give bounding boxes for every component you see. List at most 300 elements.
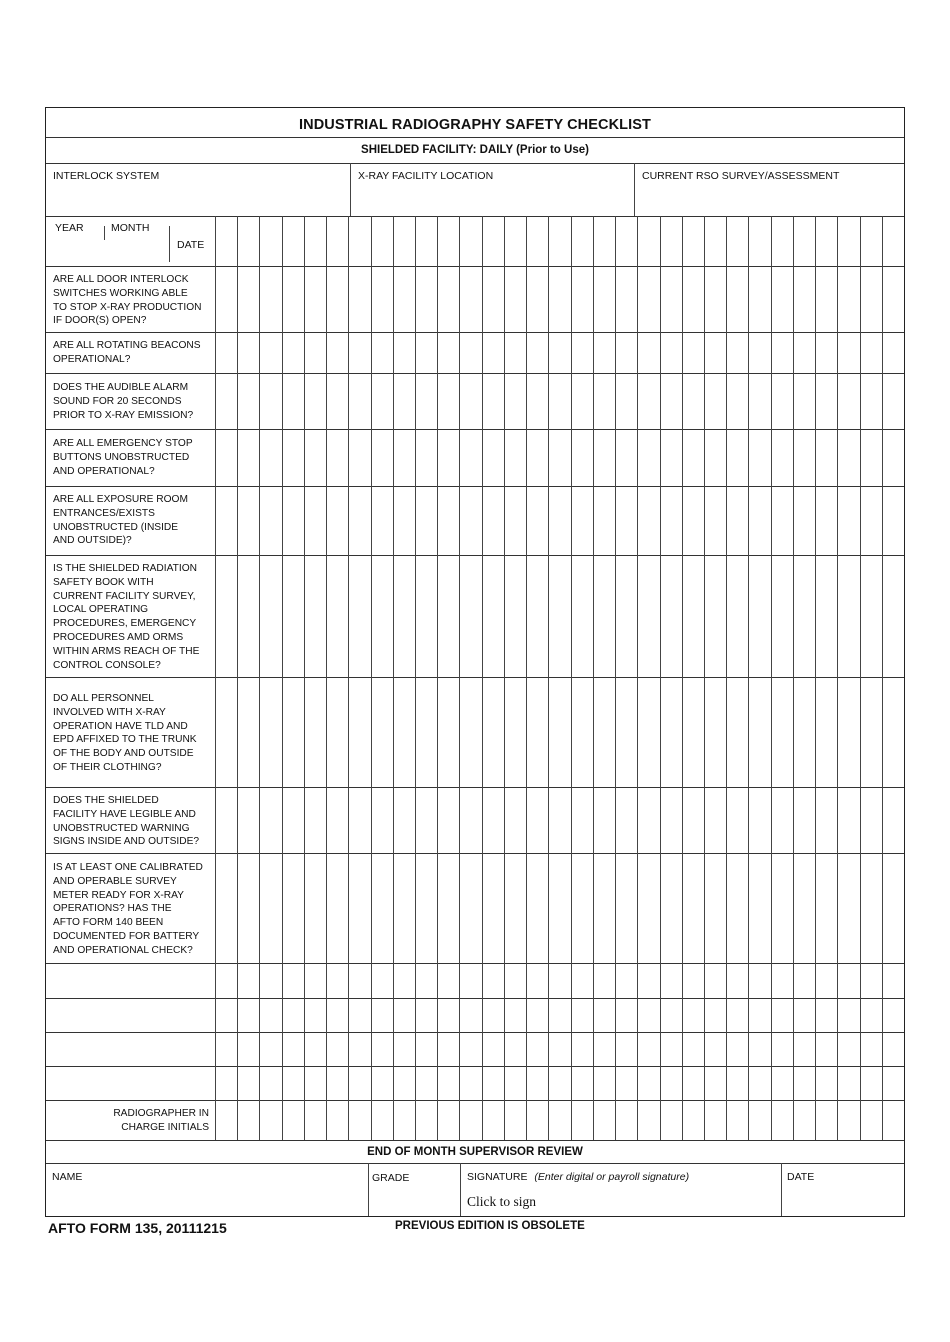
- check-cell[interactable]: [727, 487, 748, 555]
- check-cell[interactable]: [749, 430, 770, 486]
- check-cell[interactable]: [594, 1033, 615, 1066]
- check-cell[interactable]: [838, 1067, 859, 1100]
- check-cell[interactable]: [816, 430, 837, 486]
- check-cell[interactable]: [772, 267, 793, 332]
- check-cell[interactable]: [816, 999, 837, 1032]
- check-cell[interactable]: [883, 1067, 904, 1100]
- check-cell[interactable]: [238, 556, 259, 677]
- check-cell[interactable]: [861, 788, 882, 853]
- check-cell[interactable]: [260, 430, 281, 486]
- check-cell[interactable]: [705, 964, 726, 998]
- check-cell[interactable]: [483, 430, 504, 486]
- check-cell[interactable]: [638, 374, 659, 429]
- check-cell[interactable]: [816, 267, 837, 332]
- check-cell[interactable]: [861, 487, 882, 555]
- check-cell[interactable]: [372, 1033, 393, 1066]
- check-cell[interactable]: [460, 556, 481, 677]
- check-cell[interactable]: [727, 430, 748, 486]
- check-cell[interactable]: [572, 487, 593, 555]
- check-cell[interactable]: [661, 964, 682, 998]
- check-cell[interactable]: [327, 788, 348, 853]
- check-cell[interactable]: [460, 1067, 481, 1100]
- check-cell[interactable]: [305, 1067, 326, 1100]
- check-cell[interactable]: [283, 854, 304, 963]
- blank-item-field[interactable]: [46, 1033, 215, 1066]
- check-cell[interactable]: [460, 267, 481, 332]
- check-cell[interactable]: [683, 999, 704, 1032]
- check-cell[interactable]: [394, 678, 415, 787]
- check-cell[interactable]: [749, 333, 770, 373]
- check-cell[interactable]: [527, 1101, 548, 1140]
- check-cell[interactable]: [705, 1033, 726, 1066]
- check-cell[interactable]: [572, 374, 593, 429]
- check-cell[interactable]: [816, 964, 837, 998]
- check-cell[interactable]: [727, 1101, 748, 1140]
- check-cell[interactable]: [305, 999, 326, 1032]
- date-cell[interactable]: [349, 217, 370, 266]
- check-cell[interactable]: [683, 487, 704, 555]
- check-cell[interactable]: [216, 430, 237, 486]
- check-cell[interactable]: [394, 964, 415, 998]
- check-cell[interactable]: [305, 854, 326, 963]
- check-cell[interactable]: [594, 267, 615, 332]
- check-cell[interactable]: [683, 267, 704, 332]
- check-cell[interactable]: [794, 1033, 815, 1066]
- check-cell[interactable]: [861, 374, 882, 429]
- date-cell[interactable]: [861, 217, 882, 266]
- check-cell[interactable]: [772, 999, 793, 1032]
- check-cell[interactable]: [438, 267, 459, 332]
- click-to-sign-link[interactable]: Click to sign: [467, 1194, 537, 1209]
- check-cell[interactable]: [749, 374, 770, 429]
- check-cell[interactable]: [572, 854, 593, 963]
- date-cell[interactable]: [794, 217, 815, 266]
- check-cell[interactable]: [883, 1101, 904, 1140]
- check-cell[interactable]: [394, 333, 415, 373]
- check-cell[interactable]: [638, 333, 659, 373]
- check-cell[interactable]: [483, 788, 504, 853]
- check-cell[interactable]: [372, 430, 393, 486]
- check-cell[interactable]: [283, 678, 304, 787]
- check-cell[interactable]: [549, 333, 570, 373]
- check-cell[interactable]: [505, 1101, 526, 1140]
- check-cell[interactable]: [549, 430, 570, 486]
- check-cell[interactable]: [572, 1067, 593, 1100]
- review-date-field[interactable]: [782, 1164, 904, 1216]
- check-cell[interactable]: [283, 556, 304, 677]
- check-cell[interactable]: [749, 999, 770, 1032]
- check-cell[interactable]: [883, 487, 904, 555]
- check-cell[interactable]: [772, 964, 793, 998]
- check-cell[interactable]: [483, 678, 504, 787]
- check-cell[interactable]: [816, 556, 837, 677]
- check-cell[interactable]: [661, 556, 682, 677]
- check-cell[interactable]: [327, 374, 348, 429]
- check-cell[interactable]: [327, 964, 348, 998]
- check-cell[interactable]: [838, 678, 859, 787]
- check-cell[interactable]: [216, 999, 237, 1032]
- check-cell[interactable]: [505, 1067, 526, 1100]
- check-cell[interactable]: [527, 964, 548, 998]
- check-cell[interactable]: [572, 333, 593, 373]
- check-cell[interactable]: [372, 374, 393, 429]
- check-cell[interactable]: [216, 1067, 237, 1100]
- check-cell[interactable]: [260, 1067, 281, 1100]
- check-cell[interactable]: [572, 430, 593, 486]
- check-cell[interactable]: [327, 267, 348, 332]
- check-cell[interactable]: [438, 788, 459, 853]
- check-cell[interactable]: [638, 964, 659, 998]
- check-cell[interactable]: [260, 854, 281, 963]
- date-cell[interactable]: [661, 217, 682, 266]
- date-cell[interactable]: [216, 217, 237, 266]
- check-cell[interactable]: [661, 487, 682, 555]
- check-cell[interactable]: [727, 854, 748, 963]
- check-cell[interactable]: [460, 374, 481, 429]
- check-cell[interactable]: [505, 999, 526, 1032]
- check-cell[interactable]: [838, 374, 859, 429]
- check-cell[interactable]: [883, 374, 904, 429]
- check-cell[interactable]: [683, 1067, 704, 1100]
- check-cell[interactable]: [394, 788, 415, 853]
- date-cell[interactable]: [238, 217, 259, 266]
- check-cell[interactable]: [661, 678, 682, 787]
- check-cell[interactable]: [883, 267, 904, 332]
- check-cell[interactable]: [238, 267, 259, 332]
- check-cell[interactable]: [327, 430, 348, 486]
- check-cell[interactable]: [772, 854, 793, 963]
- check-cell[interactable]: [727, 1067, 748, 1100]
- check-cell[interactable]: [416, 1033, 437, 1066]
- check-cell[interactable]: [594, 333, 615, 373]
- check-cell[interactable]: [594, 678, 615, 787]
- date-cell[interactable]: [705, 217, 726, 266]
- check-cell[interactable]: [661, 788, 682, 853]
- check-cell[interactable]: [327, 678, 348, 787]
- check-cell[interactable]: [816, 788, 837, 853]
- check-cell[interactable]: [616, 1067, 637, 1100]
- check-cell[interactable]: [883, 1033, 904, 1066]
- check-cell[interactable]: [816, 1067, 837, 1100]
- check-cell[interactable]: [483, 1067, 504, 1100]
- check-cell[interactable]: [749, 964, 770, 998]
- check-cell[interactable]: [594, 999, 615, 1032]
- check-cell[interactable]: [283, 1067, 304, 1100]
- check-cell[interactable]: [305, 1101, 326, 1140]
- check-cell[interactable]: [794, 854, 815, 963]
- check-cell[interactable]: [616, 1101, 637, 1140]
- check-cell[interactable]: [594, 1067, 615, 1100]
- check-cell[interactable]: [838, 854, 859, 963]
- check-cell[interactable]: [772, 487, 793, 555]
- check-cell[interactable]: [727, 267, 748, 332]
- check-cell[interactable]: [416, 267, 437, 332]
- check-cell[interactable]: [883, 333, 904, 373]
- check-cell[interactable]: [838, 430, 859, 486]
- check-cell[interactable]: [594, 430, 615, 486]
- check-cell[interactable]: [483, 1033, 504, 1066]
- check-cell[interactable]: [861, 678, 882, 787]
- check-cell[interactable]: [727, 1033, 748, 1066]
- check-cell[interactable]: [238, 678, 259, 787]
- check-cell[interactable]: [749, 788, 770, 853]
- check-cell[interactable]: [305, 556, 326, 677]
- check-cell[interactable]: [505, 964, 526, 998]
- check-cell[interactable]: [483, 964, 504, 998]
- check-cell[interactable]: [505, 487, 526, 555]
- check-cell[interactable]: [216, 678, 237, 787]
- check-cell[interactable]: [549, 788, 570, 853]
- check-cell[interactable]: [794, 556, 815, 677]
- date-cell[interactable]: [394, 217, 415, 266]
- check-cell[interactable]: [749, 678, 770, 787]
- check-cell[interactable]: [616, 333, 637, 373]
- check-cell[interactable]: [683, 430, 704, 486]
- check-cell[interactable]: [838, 964, 859, 998]
- check-cell[interactable]: [260, 374, 281, 429]
- check-cell[interactable]: [772, 788, 793, 853]
- check-cell[interactable]: [772, 1101, 793, 1140]
- check-cell[interactable]: [838, 1101, 859, 1140]
- check-cell[interactable]: [794, 333, 815, 373]
- check-cell[interactable]: [460, 487, 481, 555]
- check-cell[interactable]: [572, 556, 593, 677]
- check-cell[interactable]: [438, 1101, 459, 1140]
- check-cell[interactable]: [794, 267, 815, 332]
- check-cell[interactable]: [749, 267, 770, 332]
- check-cell[interactable]: [483, 999, 504, 1032]
- check-cell[interactable]: [483, 267, 504, 332]
- check-cell[interactable]: [305, 430, 326, 486]
- check-cell[interactable]: [305, 487, 326, 555]
- check-cell[interactable]: [505, 333, 526, 373]
- check-cell[interactable]: [549, 1067, 570, 1100]
- check-cell[interactable]: [505, 267, 526, 332]
- check-cell[interactable]: [549, 556, 570, 677]
- check-cell[interactable]: [861, 1067, 882, 1100]
- check-cell[interactable]: [416, 678, 437, 787]
- check-cell[interactable]: [638, 556, 659, 677]
- check-cell[interactable]: [372, 854, 393, 963]
- check-cell[interactable]: [394, 854, 415, 963]
- check-cell[interactable]: [838, 1033, 859, 1066]
- check-cell[interactable]: [816, 854, 837, 963]
- check-cell[interactable]: [438, 1033, 459, 1066]
- check-cell[interactable]: [260, 678, 281, 787]
- check-cell[interactable]: [460, 854, 481, 963]
- check-cell[interactable]: [527, 854, 548, 963]
- check-cell[interactable]: [349, 430, 370, 486]
- check-cell[interactable]: [727, 374, 748, 429]
- check-cell[interactable]: [260, 788, 281, 853]
- date-cell[interactable]: [327, 217, 348, 266]
- check-cell[interactable]: [372, 556, 393, 677]
- check-cell[interactable]: [638, 788, 659, 853]
- check-cell[interactable]: [705, 678, 726, 787]
- check-cell[interactable]: [816, 678, 837, 787]
- check-cell[interactable]: [238, 374, 259, 429]
- check-cell[interactable]: [616, 556, 637, 677]
- check-cell[interactable]: [527, 556, 548, 677]
- check-cell[interactable]: [216, 788, 237, 853]
- check-cell[interactable]: [394, 267, 415, 332]
- check-cell[interactable]: [460, 1033, 481, 1066]
- check-cell[interactable]: [327, 1101, 348, 1140]
- check-cell[interactable]: [838, 487, 859, 555]
- check-cell[interactable]: [594, 374, 615, 429]
- check-cell[interactable]: [260, 1101, 281, 1140]
- date-cell[interactable]: [638, 217, 659, 266]
- check-cell[interactable]: [861, 333, 882, 373]
- check-cell[interactable]: [683, 678, 704, 787]
- check-cell[interactable]: [883, 678, 904, 787]
- check-cell[interactable]: [661, 1101, 682, 1140]
- date-cell[interactable]: [749, 217, 770, 266]
- blank-item-field[interactable]: [46, 999, 215, 1032]
- check-cell[interactable]: [616, 678, 637, 787]
- check-cell[interactable]: [283, 1101, 304, 1140]
- check-cell[interactable]: [661, 854, 682, 963]
- check-cell[interactable]: [438, 964, 459, 998]
- check-cell[interactable]: [483, 487, 504, 555]
- check-cell[interactable]: [727, 788, 748, 853]
- check-cell[interactable]: [749, 1033, 770, 1066]
- check-cell[interactable]: [260, 556, 281, 677]
- check-cell[interactable]: [460, 1101, 481, 1140]
- check-cell[interactable]: [661, 374, 682, 429]
- check-cell[interactable]: [661, 430, 682, 486]
- check-cell[interactable]: [883, 964, 904, 998]
- check-cell[interactable]: [216, 854, 237, 963]
- check-cell[interactable]: [372, 487, 393, 555]
- check-cell[interactable]: [816, 1033, 837, 1066]
- check-cell[interactable]: [238, 487, 259, 555]
- check-cell[interactable]: [794, 999, 815, 1032]
- check-cell[interactable]: [305, 374, 326, 429]
- check-cell[interactable]: [772, 374, 793, 429]
- check-cell[interactable]: [305, 1033, 326, 1066]
- check-cell[interactable]: [749, 487, 770, 555]
- check-cell[interactable]: [349, 1101, 370, 1140]
- check-cell[interactable]: [638, 487, 659, 555]
- check-cell[interactable]: [705, 854, 726, 963]
- check-cell[interactable]: [394, 374, 415, 429]
- check-cell[interactable]: [772, 678, 793, 787]
- check-cell[interactable]: [438, 374, 459, 429]
- check-cell[interactable]: [705, 487, 726, 555]
- check-cell[interactable]: [661, 999, 682, 1032]
- check-cell[interactable]: [349, 1033, 370, 1066]
- check-cell[interactable]: [416, 999, 437, 1032]
- check-cell[interactable]: [327, 854, 348, 963]
- check-cell[interactable]: [549, 854, 570, 963]
- xray-facility-location-field[interactable]: [351, 164, 634, 216]
- check-cell[interactable]: [505, 556, 526, 677]
- check-cell[interactable]: [260, 333, 281, 373]
- check-cell[interactable]: [638, 430, 659, 486]
- check-cell[interactable]: [238, 333, 259, 373]
- check-cell[interactable]: [883, 788, 904, 853]
- date-cell[interactable]: [283, 217, 304, 266]
- check-cell[interactable]: [483, 1101, 504, 1140]
- date-cell[interactable]: [305, 217, 326, 266]
- check-cell[interactable]: [638, 267, 659, 332]
- check-cell[interactable]: [549, 678, 570, 787]
- check-cell[interactable]: [861, 430, 882, 486]
- check-cell[interactable]: [549, 999, 570, 1032]
- check-cell[interactable]: [572, 1033, 593, 1066]
- check-cell[interactable]: [572, 1101, 593, 1140]
- check-cell[interactable]: [283, 267, 304, 332]
- check-cell[interactable]: [327, 1067, 348, 1100]
- check-cell[interactable]: [438, 678, 459, 787]
- date-cell[interactable]: [572, 217, 593, 266]
- grade-field[interactable]: [369, 1164, 460, 1216]
- check-cell[interactable]: [527, 999, 548, 1032]
- check-cell[interactable]: [616, 964, 637, 998]
- check-cell[interactable]: [772, 1033, 793, 1066]
- check-cell[interactable]: [372, 999, 393, 1032]
- check-cell[interactable]: [349, 788, 370, 853]
- date-cell[interactable]: [594, 217, 615, 266]
- interlock-system-field[interactable]: [46, 164, 350, 216]
- check-cell[interactable]: [394, 487, 415, 555]
- check-cell[interactable]: [705, 267, 726, 332]
- check-cell[interactable]: [283, 374, 304, 429]
- check-cell[interactable]: [749, 1067, 770, 1100]
- check-cell[interactable]: [238, 854, 259, 963]
- check-cell[interactable]: [349, 333, 370, 373]
- check-cell[interactable]: [594, 556, 615, 677]
- check-cell[interactable]: [861, 854, 882, 963]
- check-cell[interactable]: [283, 1033, 304, 1066]
- check-cell[interactable]: [216, 1033, 237, 1066]
- check-cell[interactable]: [216, 964, 237, 998]
- check-cell[interactable]: [305, 267, 326, 332]
- check-cell[interactable]: [416, 333, 437, 373]
- check-cell[interactable]: [349, 999, 370, 1032]
- check-cell[interactable]: [372, 964, 393, 998]
- check-cell[interactable]: [460, 999, 481, 1032]
- check-cell[interactable]: [883, 430, 904, 486]
- check-cell[interactable]: [794, 374, 815, 429]
- check-cell[interactable]: [794, 964, 815, 998]
- check-cell[interactable]: [438, 487, 459, 555]
- date-cell[interactable]: [260, 217, 281, 266]
- check-cell[interactable]: [260, 1033, 281, 1066]
- check-cell[interactable]: [372, 788, 393, 853]
- check-cell[interactable]: [594, 788, 615, 853]
- check-cell[interactable]: [349, 487, 370, 555]
- check-cell[interactable]: [794, 487, 815, 555]
- check-cell[interactable]: [727, 964, 748, 998]
- check-cell[interactable]: [483, 374, 504, 429]
- check-cell[interactable]: [327, 556, 348, 677]
- check-cell[interactable]: [238, 964, 259, 998]
- check-cell[interactable]: [661, 1067, 682, 1100]
- check-cell[interactable]: [372, 1101, 393, 1140]
- check-cell[interactable]: [527, 1033, 548, 1066]
- check-cell[interactable]: [616, 430, 637, 486]
- check-cell[interactable]: [749, 854, 770, 963]
- check-cell[interactable]: [216, 1101, 237, 1140]
- check-cell[interactable]: [416, 788, 437, 853]
- date-cell[interactable]: [460, 217, 481, 266]
- check-cell[interactable]: [505, 678, 526, 787]
- check-cell[interactable]: [638, 999, 659, 1032]
- check-cell[interactable]: [772, 1067, 793, 1100]
- check-cell[interactable]: [749, 1101, 770, 1140]
